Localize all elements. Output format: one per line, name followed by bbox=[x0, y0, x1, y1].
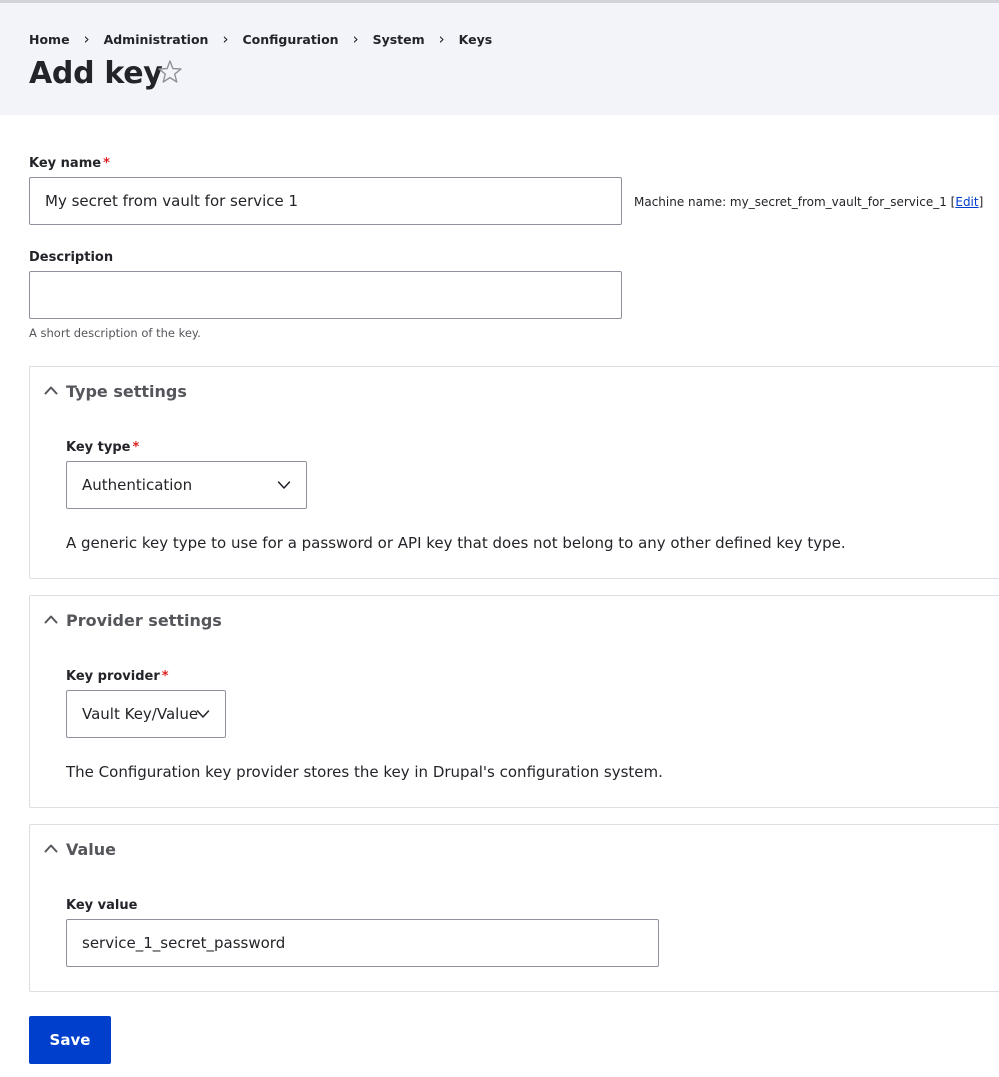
breadcrumb-home[interactable]: Home bbox=[29, 31, 70, 47]
key-value-label: Key value bbox=[66, 898, 138, 913]
type-settings-panel bbox=[29, 366, 999, 579]
chevron-right-icon: › bbox=[438, 30, 445, 48]
description-input[interactable] bbox=[29, 271, 622, 319]
page-header bbox=[0, 0, 999, 115]
breadcrumb-keys[interactable]: Keys bbox=[458, 31, 493, 47]
save-button[interactable]: Save bbox=[29, 1016, 111, 1064]
chevron-right-icon: › bbox=[83, 30, 90, 48]
key-provider-description: The Configuration key provider stores the key in Drupal's configuration system. bbox=[66, 763, 663, 781]
key-type-selected-value: Authentication bbox=[82, 476, 193, 494]
machine-name bbox=[634, 195, 983, 209]
chevron-right-icon: › bbox=[352, 30, 359, 48]
breadcrumb-administration[interactable]: Administration bbox=[103, 31, 209, 47]
key-type-description: A generic key type to use for a password or API key that does not belong to any other defined key type. bbox=[66, 534, 846, 552]
breadcrumb-system[interactable]: System bbox=[372, 31, 425, 47]
required-marker: * bbox=[161, 669, 169, 684]
provider-settings-panel bbox=[29, 595, 999, 808]
breadcrumb bbox=[29, 30, 492, 48]
machine-name-suffix: ] bbox=[978, 195, 984, 209]
machine-name-edit-link[interactable]: Edit bbox=[955, 195, 979, 209]
provider-settings-summary[interactable] bbox=[30, 596, 999, 646]
value-title: Value bbox=[66, 840, 117, 859]
type-settings-title: Type settings bbox=[66, 382, 187, 401]
key-name-input[interactable] bbox=[29, 177, 622, 225]
chevron-up-icon bbox=[44, 614, 58, 624]
page-title: Add key bbox=[29, 56, 163, 91]
required-marker: * bbox=[103, 156, 110, 171]
chevron-down-icon bbox=[277, 480, 291, 490]
chevron-up-icon bbox=[44, 385, 58, 395]
chevron-up-icon bbox=[44, 843, 58, 853]
key-value-input[interactable] bbox=[66, 919, 659, 967]
breadcrumb-configuration[interactable]: Configuration bbox=[242, 31, 339, 47]
key-name-label: Key name * bbox=[29, 156, 110, 171]
star-outline-icon[interactable] bbox=[157, 59, 183, 85]
chevron-right-icon: › bbox=[222, 30, 229, 48]
machine-name-text: Machine name: my_secret_from_vault_for_service_1 [ bbox=[634, 195, 956, 209]
key-type-label: Key type * bbox=[66, 440, 140, 455]
type-settings-summary[interactable] bbox=[30, 367, 999, 417]
key-type-select[interactable] bbox=[66, 461, 307, 509]
value-summary[interactable] bbox=[30, 825, 999, 875]
key-provider-selected-value: Vault Key/Value bbox=[82, 705, 199, 723]
description-label: Description bbox=[29, 250, 114, 265]
provider-settings-title: Provider settings bbox=[66, 611, 222, 630]
description-hint: A short description of the key. bbox=[29, 326, 201, 340]
key-provider-select[interactable] bbox=[66, 690, 226, 738]
value-panel bbox=[29, 824, 999, 992]
required-marker: * bbox=[132, 440, 140, 455]
key-provider-label: Key provider * bbox=[66, 669, 169, 684]
chevron-down-icon bbox=[196, 709, 210, 719]
